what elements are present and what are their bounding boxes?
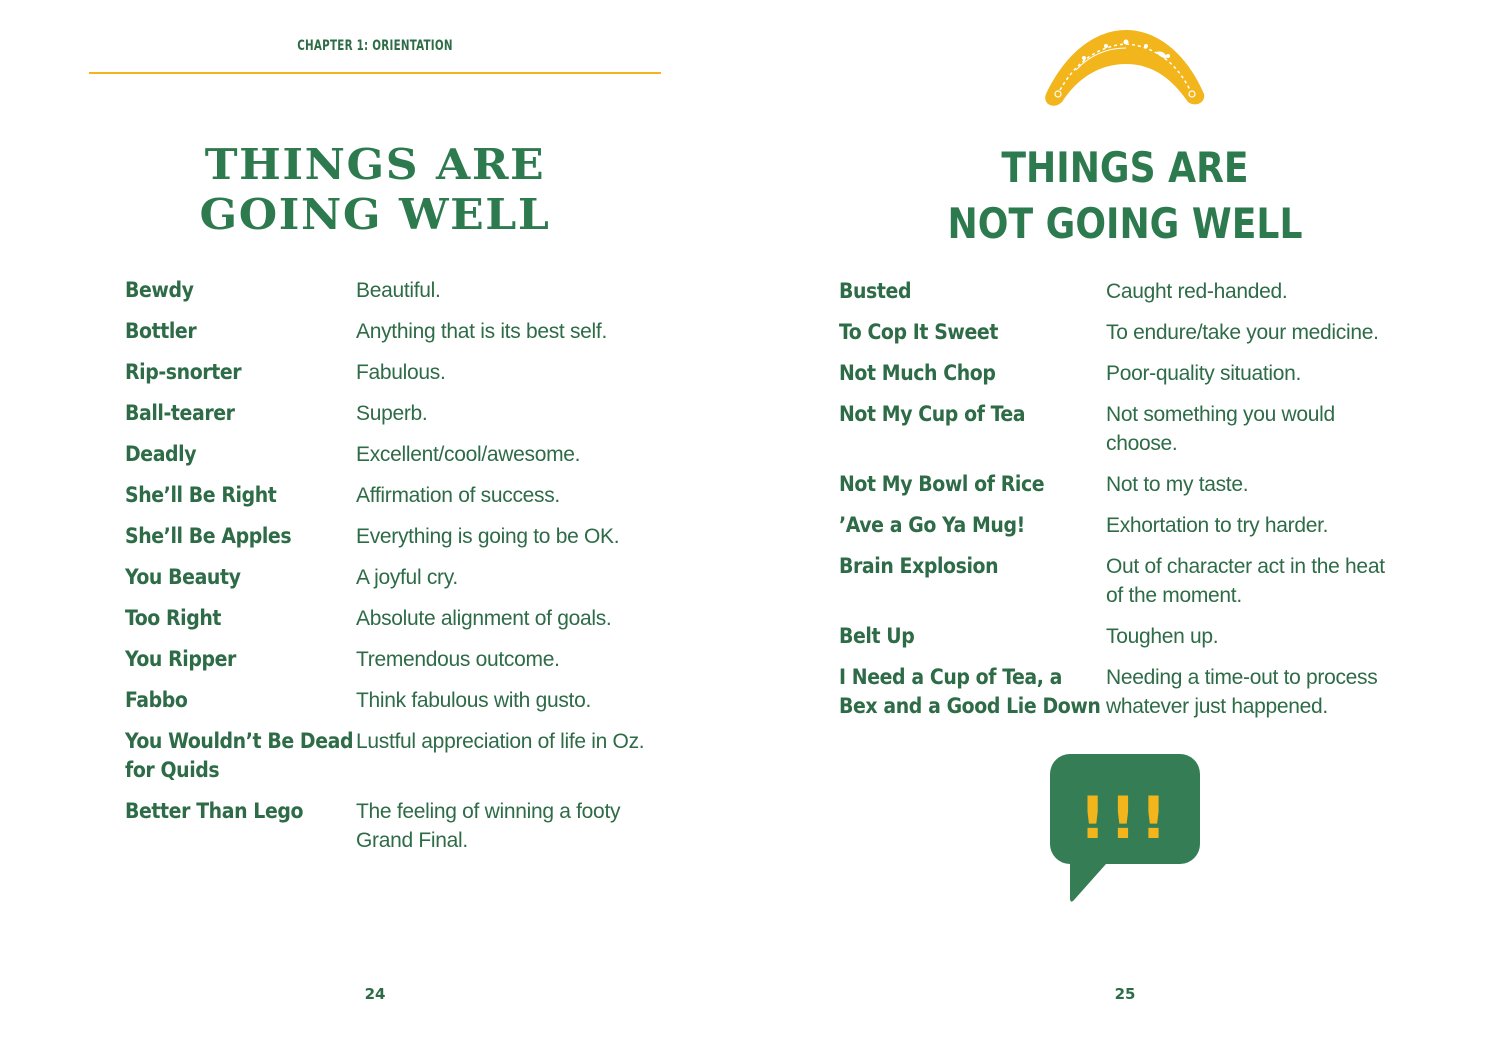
term: Fabbo: [125, 688, 188, 712]
glossary-row: [125, 686, 646, 715]
term: Brain Explosion: [839, 554, 999, 578]
glossary-row: [839, 400, 1406, 458]
definition: Toughen up.: [1106, 625, 1219, 648]
glossary-row: [125, 399, 646, 428]
definition: Poor-quality situation.: [1106, 362, 1302, 385]
term: Belt Up: [839, 624, 915, 648]
term: You Wouldn’t Be Dead for Quids: [125, 729, 354, 782]
term: I Need a Cup of Tea, a Bex and a Good Lie Down: [839, 665, 1101, 718]
definition: Beautiful.: [356, 279, 441, 302]
glossary-row: [839, 470, 1406, 499]
term: Too Right: [125, 606, 222, 630]
definition: Superb.: [356, 402, 428, 425]
term: She’ll Be Apples: [125, 524, 292, 548]
definition: To endure/take your medicine.: [1106, 321, 1379, 344]
running-head: CHAPTER 1: ORIENTATION: [297, 38, 453, 54]
glossary-list-left: [125, 276, 646, 867]
bubble-text: !!!: [1079, 784, 1171, 852]
definition: A joyful cry.: [356, 566, 458, 589]
term: Better Than Lego: [125, 799, 304, 823]
term: Bewdy: [125, 278, 194, 302]
definition: Anything that is its best self.: [356, 320, 607, 343]
glossary-row: [125, 604, 646, 633]
glossary-row: [839, 318, 1406, 347]
term: Not My Cup of Tea: [839, 402, 1026, 426]
definition: The feeling of winning a footy Grand Final.: [356, 800, 621, 852]
page-number: 24: [364, 985, 386, 1003]
boomerang-icon: [1036, 22, 1212, 112]
glossary-row: [839, 663, 1406, 721]
definition: Affirmation of success.: [356, 484, 560, 507]
term: You Beauty: [125, 565, 241, 589]
term: Busted: [839, 279, 912, 303]
term: Bottler: [125, 319, 197, 343]
glossary-row: [125, 276, 646, 305]
glossary-row: [839, 277, 1406, 306]
page-title-left: [89, 140, 661, 240]
term: ’Ave a Go Ya Mug!: [839, 513, 1025, 537]
definition: Think fabulous with gusto.: [356, 689, 592, 712]
term: Not My Bowl of Rice: [839, 472, 1045, 496]
title-line: GOING WELL: [199, 190, 551, 239]
glossary-row: [125, 727, 646, 785]
header-rule: [89, 72, 661, 74]
glossary-row: [839, 552, 1406, 610]
term: Rip-snorter: [125, 360, 242, 384]
glossary-row: [125, 440, 646, 469]
right-page: [750, 0, 1500, 1042]
term: To Cop It Sweet: [839, 320, 998, 344]
definition: Excellent/cool/awesome.: [356, 443, 581, 466]
definition: Not to my taste.: [1106, 473, 1249, 496]
title-line: NOT GOING WELL: [947, 199, 1303, 248]
definition: Needing a time-out to process whatever just happened.: [1106, 666, 1378, 718]
glossary-row: [839, 622, 1406, 651]
page-number: 25: [1114, 985, 1136, 1003]
definition: Not something you would choose.: [1106, 403, 1335, 455]
definition: Absolute alignment of goals.: [356, 607, 612, 630]
term: Deadly: [125, 442, 197, 466]
glossary-row: [125, 481, 646, 510]
definition: Out of character act in the heat of the moment.: [1106, 555, 1385, 607]
term: She’ll Be Right: [125, 483, 277, 507]
definition: Fabulous.: [356, 361, 446, 384]
definition: Everything is going to be OK.: [356, 525, 620, 548]
glossary-row: [125, 563, 646, 592]
glossary-row: [839, 359, 1406, 388]
title-line: THINGS ARE: [1001, 143, 1249, 192]
glossary-row: [125, 522, 646, 551]
definition: Exhortation to try harder.: [1106, 514, 1329, 537]
definition: Caught red-handed.: [1106, 280, 1288, 303]
glossary-row: [125, 645, 646, 674]
glossary-row: [839, 511, 1406, 540]
glossary-list-right: [839, 277, 1406, 733]
glossary-row: [125, 358, 646, 387]
page-title-right: [750, 140, 1500, 252]
definition: Tremendous outcome.: [356, 648, 560, 671]
term: You Ripper: [125, 647, 236, 671]
speech-bubble-exclamation-icon: [1048, 750, 1202, 906]
title-line: THINGS ARE: [204, 140, 546, 189]
glossary-row: [125, 317, 646, 346]
definition: Lustful appreciation of life in Oz.: [356, 730, 645, 753]
term: Ball-tearer: [125, 401, 235, 425]
term: Not Much Chop: [839, 361, 996, 385]
glossary-row: [125, 797, 646, 855]
